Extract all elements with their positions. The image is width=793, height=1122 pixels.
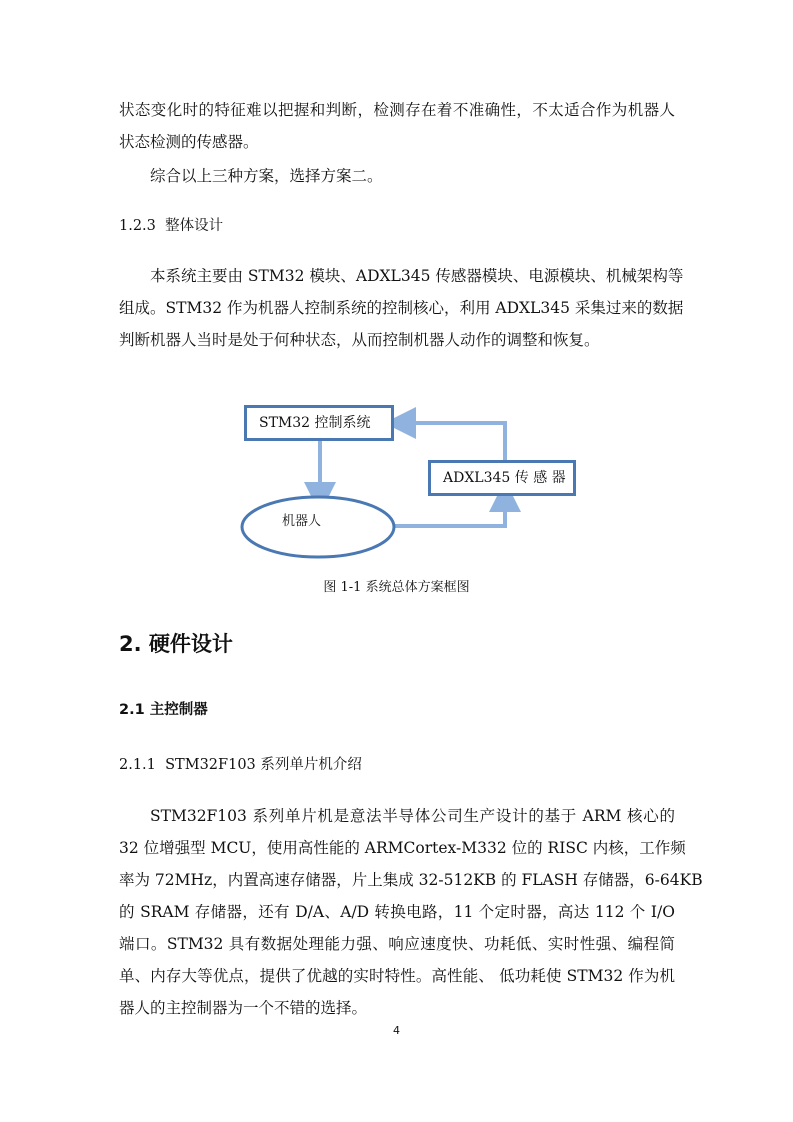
para4-line2: 32 位增强型 MCU，使用高性能的 ARMCortex-M332 位的 RISC 内核，工作频 [119,839,686,857]
para4-line6: 单、内存大等优点，提供了优越的实时特性。高性能、 低功耗使 STM32 作为机 [119,967,675,985]
para3-line2: 组成。STM32 作为机器人控制系统的控制核心，利用 ADXL345 采集过来的数据 [119,299,684,317]
para1-line2: 状态检测的传感器。 [119,133,259,151]
section-2-1-1-heading [119,755,675,775]
para4-line4: 的 SRAM 存储器，还有 D/A、A/D 转换电路，11 个定时器，高达 112 个 I/O [119,903,675,921]
para3-line1: 本系统主要由 STM32 模块、ADXL345 传感器模块、电源模块、机械架构等 [150,267,684,285]
adxl345-sensor-label: ADXL345 传 感 器 [443,470,566,486]
arrow-robot-to-sensor [394,496,505,526]
adxl345-sensor-box [428,460,576,496]
stm32-control-box [244,405,394,441]
para2-text: 综合以上三种方案，选择方案二。 [150,167,383,185]
figure-caption: 图 1-1 系统总体方案框图 [323,580,470,595]
para1-line1: 状态变化时的特征难以把握和判断，检测存在着不准确性，不太适合作为机器人 [119,101,675,119]
page-number: 4 [393,1024,400,1037]
section-1-2-3-title: 整体设计 [165,218,224,234]
section-2-1-1-number: 2.1.1 [119,757,156,773]
para4-line7: 器人的主控制器为一个不错的选择。 [119,999,368,1017]
para4-line3: 率为 72MHz，内置高速存储器，片上集成 32-512KB 的 FLASH 存储器，6-64KB [119,871,703,889]
arrow-sensor-to-stm32 [400,423,505,461]
section-2-1-1-title: STM32F103 系列单片机介绍 [165,757,362,773]
para4-line5: 端口。STM32 具有数据处理能力强、响应速度快、功耗低、实时性强、编程简 [119,935,675,953]
section-2-1-heading: 2.1 主控制器 [119,702,208,718]
section-1-2-3-number: 1.2.3 [119,218,156,234]
stm32-control-label: STM32 控制系统 [259,415,371,431]
para4-line1: STM32F103 系列单片机是意法半导体公司生产设计的基于 ARM 核心的 [150,807,675,825]
para3-line3: 判断机器人当时是处于何种状态，从而控制机器人动作的调整和恢复。 [119,331,600,349]
robot-label: 机器人 [282,514,322,529]
section-2-heading: 2. 硬件设计 [119,632,233,656]
